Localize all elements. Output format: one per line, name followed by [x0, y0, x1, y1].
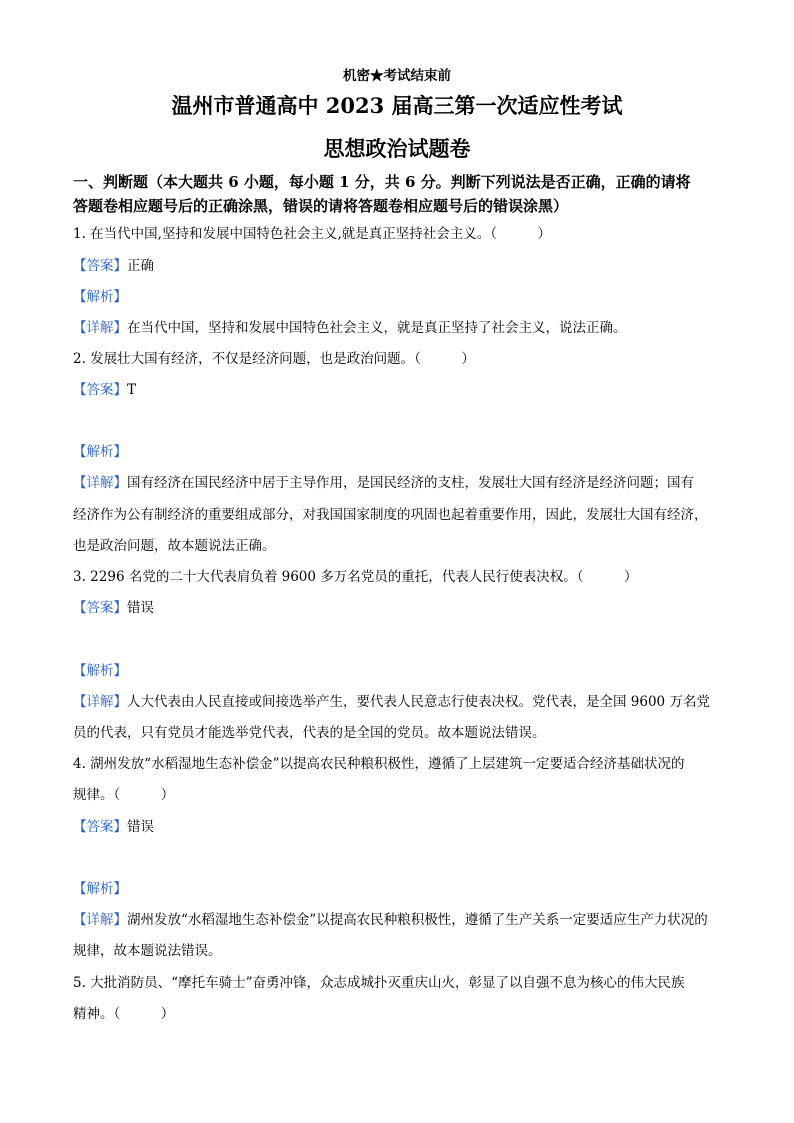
confidential-notice: 机密★考试结束前: [343, 68, 451, 84]
analysis-tag: 【解析】: [73, 881, 127, 897]
answer-tag: 【答案】: [73, 819, 127, 835]
question-1-analysis: [73, 287, 127, 307]
answer-value: 错误: [127, 819, 154, 835]
question-4-stem-line1: 4. 湖州发放“水稻湿地生态补偿金”以提高农民种粮积极性，遵循了上层建筑一定要适合经济基础状况的: [73, 756, 685, 772]
detail-tag: 【详解】: [73, 475, 127, 491]
question-2-answer: [73, 380, 136, 400]
analysis-tag: 【解析】: [73, 663, 127, 679]
answer-value: T: [127, 382, 137, 398]
exam-subtitle: 思想政治试题卷: [323, 136, 471, 161]
section-heading-line1: 一、判断题（本大题共 6 小题，每小题 1 分，共 6 分。判断下列说法是否正确，正确的请将: [73, 173, 691, 191]
question-1-answer: [73, 256, 154, 276]
question-1-stem: 1. 在当代中国,坚持和发展中国特色社会主义,就是真正坚持社会主义。（ ）: [73, 226, 552, 242]
detail-tag: 【详解】: [73, 912, 127, 928]
question-5-stem-line2: 精神。（ ）: [73, 1006, 175, 1022]
question-2-detail-line2: 经济作为公有制经济的重要组成部分，对我国国家制度的巩固也起着重要作用，因此，发展壮大国有经济，: [73, 507, 708, 523]
answer-tag: 【答案】: [73, 258, 127, 274]
question-3-answer: [73, 598, 154, 618]
question-1-detail: [73, 318, 627, 338]
question-4-detail-line2: 规律，故本题说法错误。: [73, 943, 222, 959]
analysis-tag: 【解析】: [73, 289, 127, 305]
detail-text: 在当代中国，坚持和发展中国特色社会主义，就是真正坚持了社会主义，说法正确。: [127, 320, 627, 336]
section-heading-line2: 答题卷相应题号后的正确涂黑，错误的请将答题卷相应题号后的错误涂黑）: [73, 197, 569, 215]
answer-tag: 【答案】: [73, 382, 127, 398]
question-3-detail-line1: [73, 692, 710, 712]
answer-value: 正确: [127, 258, 154, 274]
answer-value: 错误: [127, 600, 154, 616]
question-2-analysis: [73, 442, 127, 462]
question-4-stem-line2: 规律。（ ）: [73, 787, 175, 803]
detail-text: 国有经济在国民经济中居于主导作用，是国民经济的支柱，发展壮大国有经济是经济问题；国有: [127, 475, 694, 491]
question-2-detail-line1: [73, 473, 694, 493]
exam-title: 温州市普通高中 2023 届高三第一次适应性考试: [171, 93, 623, 118]
question-2-detail-line3: 也是政治问题，故本题说法正确。: [73, 538, 276, 554]
question-3-detail-line2: 员的代表，只有党员才能选举党代表，代表的是全国的党员。故本题说法错误。: [73, 725, 546, 741]
question-3-analysis: [73, 661, 127, 681]
question-4-answer: [73, 817, 154, 837]
question-4-analysis: [73, 879, 127, 899]
detail-tag: 【详解】: [73, 320, 127, 336]
detail-text: 湖州发放“水稻湿地生态补偿金”以提高农民种粮积极性，遵循了生产关系一定要适应生产力状况的: [127, 912, 708, 928]
detail-text: 人大代表由人民直接或间接选举产生，要代表人民意志行使表决权。党代表，是全国 9600 万名党: [127, 694, 710, 710]
question-5-stem-line1: 5. 大批消防员、“摩托车骑士”奋勇冲锋，众志成城扑灭重庆山火，彰显了以自强不息为核心的伟大民族: [73, 975, 685, 991]
detail-tag: 【详解】: [73, 694, 127, 710]
question-2-stem: 2. 发展壮大国有经济，不仅是经济问题，也是政治问题。（ ）: [73, 351, 475, 367]
answer-tag: 【答案】: [73, 600, 127, 616]
question-3-stem: 3. 2296 名党的二十大代表肩负着 9600 多万名党员的重托，代表人民行使表决权。（ ）: [73, 569, 638, 585]
analysis-tag: 【解析】: [73, 444, 127, 460]
question-4-detail-line1: [73, 910, 708, 930]
